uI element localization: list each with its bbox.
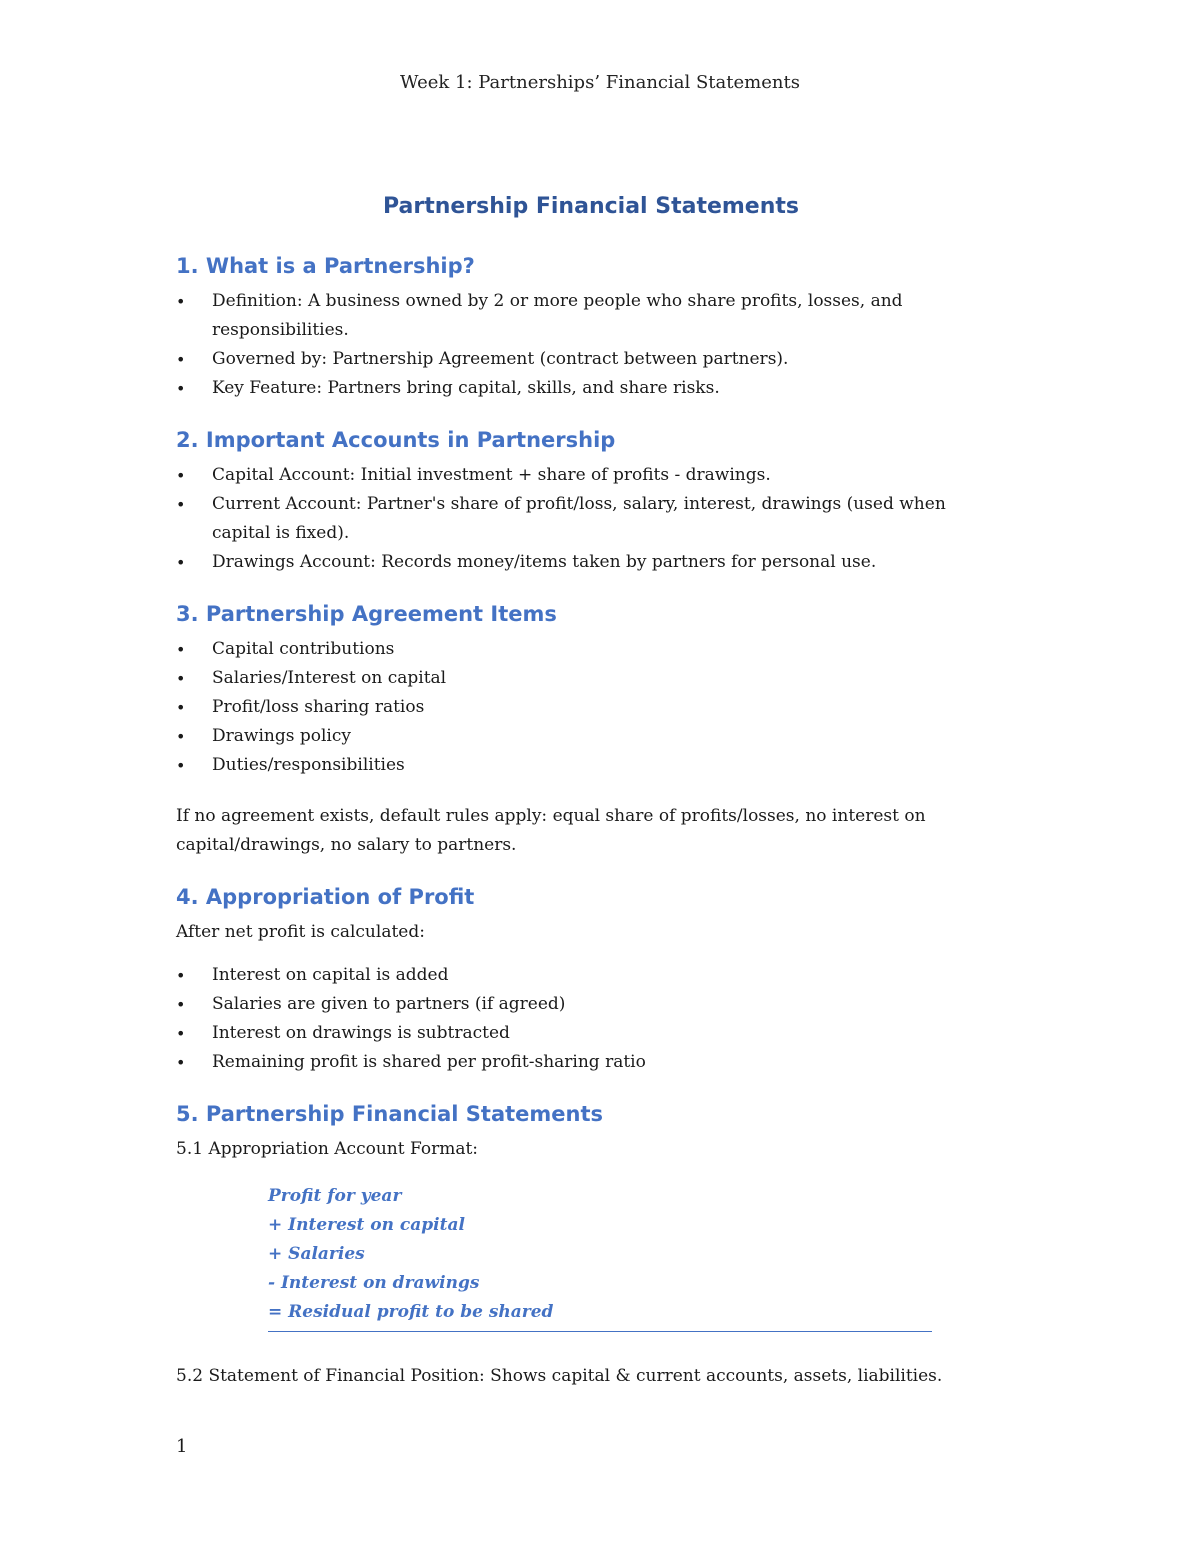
bullet-icon: • — [176, 379, 186, 398]
financial-position-paragraph: 5.2 Statement of Financial Position: Shows capital & current accounts, assets, liabilities. — [176, 1366, 943, 1386]
section-appropriation-of-profit — [176, 882, 1006, 1077]
bullet-icon: • — [176, 292, 186, 311]
list-item — [176, 961, 1006, 990]
list-item — [176, 548, 1006, 577]
list-item — [176, 664, 1006, 693]
bullet-icon: • — [176, 669, 186, 688]
list-item-text: Key Feature: Partners bring capital, skills, and share risks. — [212, 378, 720, 398]
list-item — [176, 490, 1006, 548]
list-item-text: Capital contributions — [212, 639, 395, 659]
formula-line: - Interest on drawings — [268, 1273, 480, 1293]
page-number: 1 — [176, 1436, 188, 1457]
list-item — [176, 1019, 1006, 1048]
bullet-icon: • — [176, 466, 186, 485]
bullet-list — [176, 461, 1006, 577]
list-item — [176, 1048, 1006, 1077]
bullet-list — [176, 635, 1006, 780]
list-item — [176, 345, 1006, 374]
formula-line: + Interest on capital — [268, 1215, 465, 1235]
bullet-icon: • — [176, 995, 186, 1014]
list-item — [176, 990, 1006, 1019]
list-item-text: Remaining profit is shared per profit-sharing ratio — [212, 1052, 646, 1072]
list-item — [176, 461, 1006, 490]
appropriation-format-label: 5.1 Appropriation Account Format: — [176, 1139, 479, 1159]
list-item-text: Definition: A business owned by 2 or more people who share profits, losses, and responsibilities. — [212, 291, 903, 340]
list-item-text: Profit/loss sharing ratios — [212, 697, 425, 717]
list-item-text: Governed by: Partnership Agreement (contract between partners). — [212, 349, 789, 369]
list-item-text: Salaries/Interest on capital — [212, 668, 447, 688]
list-item-text: Salaries are given to partners (if agreed) — [212, 994, 566, 1014]
section-heading: 4. Appropriation of Profit — [176, 885, 475, 909]
document-title: Partnership Financial Statements — [382, 194, 799, 219]
page-header: Week 1: Partnerships’ Financial Statements — [400, 72, 800, 93]
formula-line: = Residual profit to be shared — [268, 1302, 554, 1322]
list-item — [176, 635, 1006, 664]
appropriation-formula — [268, 1182, 932, 1332]
bullet-icon: • — [176, 966, 186, 985]
section-heading: 1. What is a Partnership? — [176, 254, 475, 278]
section-what-is-partnership — [176, 251, 1006, 403]
list-item-text: Duties/responsibilities — [212, 755, 405, 775]
default-rules-paragraph: If no agreement exists, default rules apply: equal share of profits/losses, no interest on capital/drawings, no salary to partners. — [176, 806, 926, 855]
bullet-icon: • — [176, 495, 186, 514]
list-item-text: Interest on drawings is subtracted — [212, 1023, 510, 1043]
list-item — [176, 287, 1006, 345]
list-item-text: Capital Account: Initial investment + share of profits - drawings. — [212, 465, 771, 485]
section-important-accounts — [176, 425, 1006, 577]
bullet-icon: • — [176, 1053, 186, 1072]
list-item — [176, 722, 1006, 751]
formula-line: Profit for year — [268, 1186, 402, 1206]
section-financial-statements — [176, 1099, 1006, 1391]
section-heading: 3. Partnership Agreement Items — [176, 602, 557, 626]
section-heading: 5. Partnership Financial Statements — [176, 1102, 604, 1126]
list-item-text: Current Account: Partner's share of profit/loss, salary, interest, drawings (used when capital is fixed). — [212, 494, 946, 543]
formula-line: + Salaries — [268, 1244, 365, 1264]
section-heading: 2. Important Accounts in Partnership — [176, 428, 616, 452]
bullet-icon: • — [176, 698, 186, 717]
bullet-icon: • — [176, 727, 186, 746]
bullet-icon: • — [176, 640, 186, 659]
section-intro: After net profit is calculated: — [176, 922, 425, 942]
list-item-text: Interest on capital is added — [212, 965, 449, 985]
bullet-list — [176, 961, 1006, 1077]
list-item — [176, 693, 1006, 722]
bullet-list — [176, 287, 1006, 403]
list-item — [176, 751, 1006, 780]
bullet-icon: • — [176, 350, 186, 369]
list-item — [176, 374, 1006, 403]
list-item-text: Drawings Account: Records money/items taken by partners for personal use. — [212, 552, 877, 572]
bullet-icon: • — [176, 756, 186, 775]
bullet-icon: • — [176, 553, 186, 572]
list-item-text: Drawings policy — [212, 726, 351, 746]
document-body — [176, 186, 1006, 1391]
bullet-icon: • — [176, 1024, 186, 1043]
section-agreement-items — [176, 599, 1006, 860]
